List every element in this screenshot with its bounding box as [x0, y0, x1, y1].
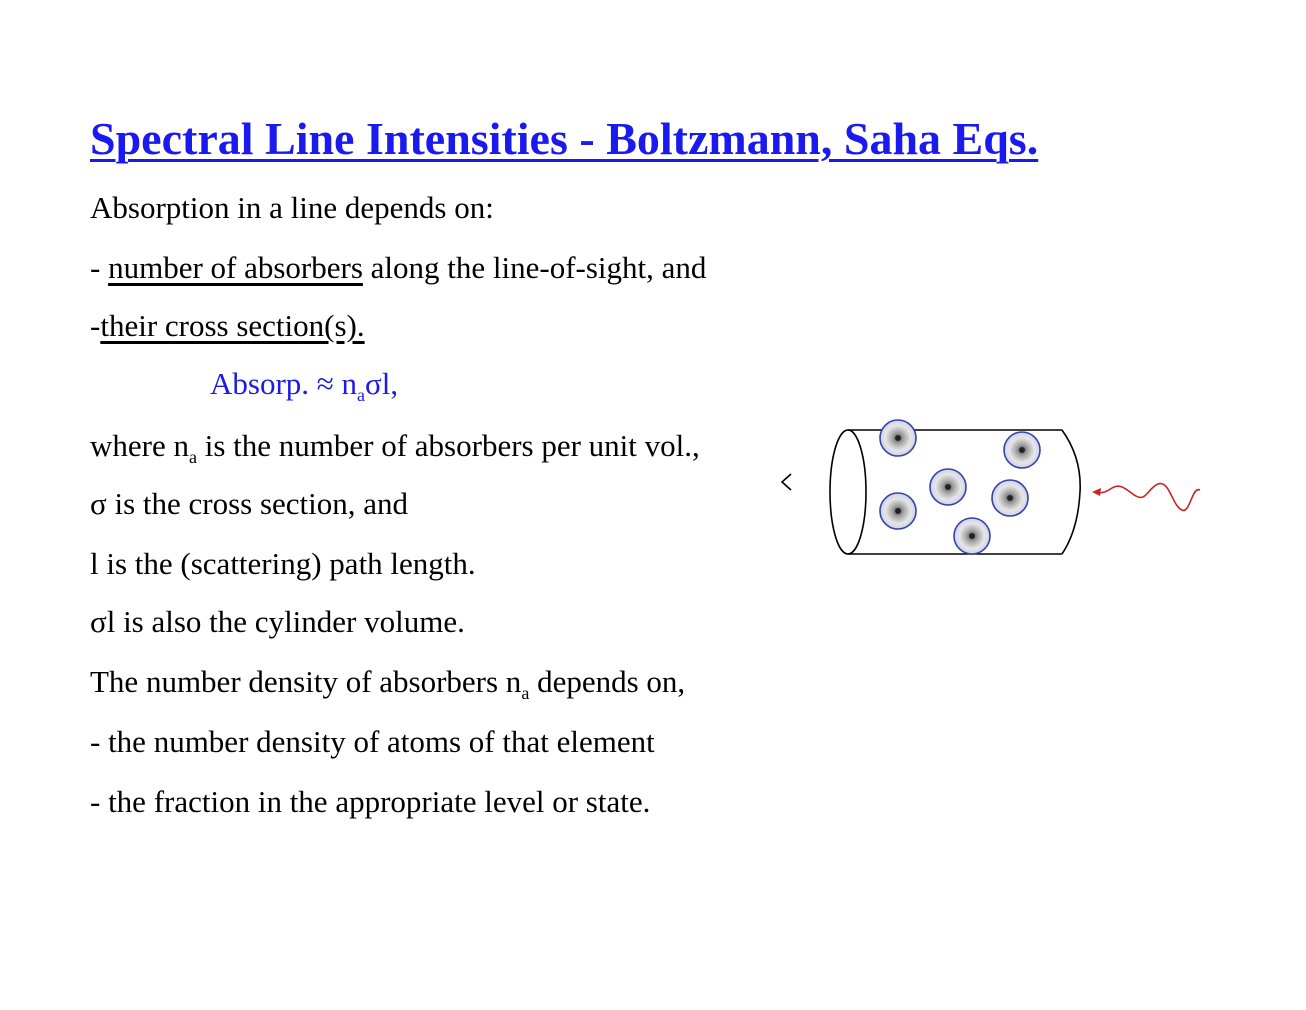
list-item-cross-section	[90, 308, 365, 344]
atom-icon	[930, 469, 966, 505]
where-suffix: is the number of absorbers per unit vol.,	[196, 428, 700, 463]
atom-icon	[992, 480, 1028, 516]
dependency-item-fraction: - the fraction in the appropriate level or state.	[90, 784, 651, 819]
density-prefix: The number density of absorbers n	[90, 664, 522, 699]
underlined-term-absorbers: number of absorbers	[108, 250, 363, 285]
cylinder-volume-text: σl is also the cylinder volume.	[90, 604, 465, 639]
cylinder-back-arc	[1062, 430, 1080, 554]
atom-icon	[954, 518, 990, 554]
atom-icon	[1004, 432, 1040, 468]
absorption-equation	[210, 366, 399, 405]
list-item-rest: along the line-of-sight, and	[362, 250, 707, 285]
atoms	[880, 420, 1040, 554]
atom-icon	[880, 493, 916, 529]
underlined-term-cross-section: their cross section(s).	[100, 308, 365, 343]
path-length-text: l is the (scattering) path length.	[90, 546, 476, 581]
subscript-a: a	[521, 683, 530, 703]
cylinder-front-face	[830, 430, 866, 554]
eye-icon	[782, 474, 791, 490]
intro-text: Absorption in a line depends on:	[90, 190, 494, 225]
dash: -	[90, 250, 109, 285]
sigma-text: σ is the cross section, and	[90, 486, 409, 521]
equation-rhs: σl,	[365, 366, 399, 401]
equation-lhs: Absorp. ≈ n	[210, 366, 358, 401]
list-item-absorbers	[90, 250, 706, 286]
dependency-item-atoms: - the number density of atoms of that element	[90, 724, 655, 759]
where-prefix: where n	[90, 428, 189, 463]
where-text	[90, 428, 700, 467]
number-density-text	[90, 664, 686, 703]
photon-wave-arrow	[1092, 484, 1200, 511]
atom-icon	[880, 420, 916, 456]
density-suffix: depends on,	[529, 664, 686, 699]
subscript-a: a	[188, 447, 197, 467]
absorption-cylinder-diagram	[772, 410, 1212, 570]
page-title: Spectral Line Intensities - Boltzmann, Saha Eqs.	[90, 113, 1039, 164]
subscript-a: a	[357, 385, 366, 405]
dash: -	[90, 308, 101, 343]
